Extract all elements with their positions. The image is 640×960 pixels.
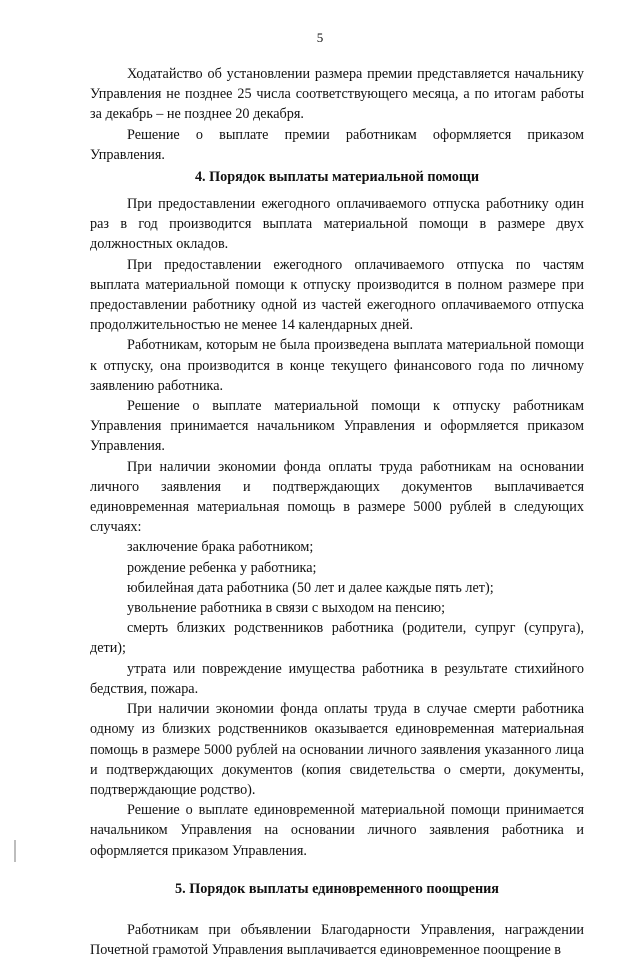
paragraph: Ходатайство об установлении размера премии представляется начальнику Управления не позднее 25 числа соответствующего месяца, а по итогам работы за декабрь – не позднее 20 декабря.: [90, 66, 584, 123]
section-5-heading: 5. Порядок выплаты единовременного поощрения: [175, 880, 499, 897]
paragraph: Решение о выплате премии работникам оформляется приказом Управления.: [90, 126, 584, 163]
section-4-heading: 4. Порядок выплаты материальной помощи: [194, 169, 480, 186]
paragraph: Решение о выплате материальной помощи к отпуску работникам Управления принимается начальником Управления и оформляется приказом Управления.: [90, 398, 584, 455]
list-item: увольнение работника в связи с выходом на пенсию;: [127, 600, 446, 617]
list-item: заключение брака работником;: [127, 539, 314, 556]
list-item: юбилейная дата работника (50 лет и далее каждые пять лет);: [127, 579, 494, 596]
paragraph: При предоставлении ежегодного оплачиваемого отпуска по частям выплата материальной помощи к отпуску производится в полном размере при предоставлении работнику одной из частей ежегодного оплачиваемого отпуска продолжительностью не менее 14 календарных дней.: [90, 256, 584, 334]
paragraph: При предоставлении ежегодного оплачиваемого отпуска работнику один раз в год производится выплата материальной помощи в размере двух должностных окладов.: [90, 196, 584, 253]
paragraph: При наличии экономии фонда оплаты труда в случае смерти работника одному из близких родственников оказывается единовременная материальная помощь в размере 5000 рублей на основании личного заявления указанного лица и подтверждающих документов (копия свидетельства о смерти, документы, подтверждающие родство).: [90, 701, 584, 798]
list-item: утрата или повреждение имущества работника в результате стихийного бедствия, пожара.: [90, 660, 584, 697]
page-content: [90, 64, 584, 960]
list-item: смерть близких родственников работника (родители, супруг (супруга), дети);: [90, 620, 584, 657]
page-number: 5: [316, 30, 324, 45]
paragraph: Работникам, которым не была произведена выплата материальной помощи к отпуску, она производится в конце текущего финансового года по личному заявлению работника.: [90, 337, 584, 394]
margin-mark: [14, 840, 16, 862]
paragraph: При наличии экономии фонда оплаты труда работникам на основании личного заявления и подтверждающих документов выплачивается единовременная материальная помощь в размере 5000 рублей в следующих случаях:: [90, 458, 584, 536]
list-item: рождение ребенка у работника;: [127, 559, 317, 576]
paragraph: Решение о выплате единовременной материальной помощи принимается начальником Управления на основании личного заявления работника и оформляется приказом Управления.: [90, 802, 584, 859]
paragraph: Работникам при объявлении Благодарности Управления, награждении Почетной грамотой Управления выплачивается единовременное поощрение в: [90, 921, 584, 958]
